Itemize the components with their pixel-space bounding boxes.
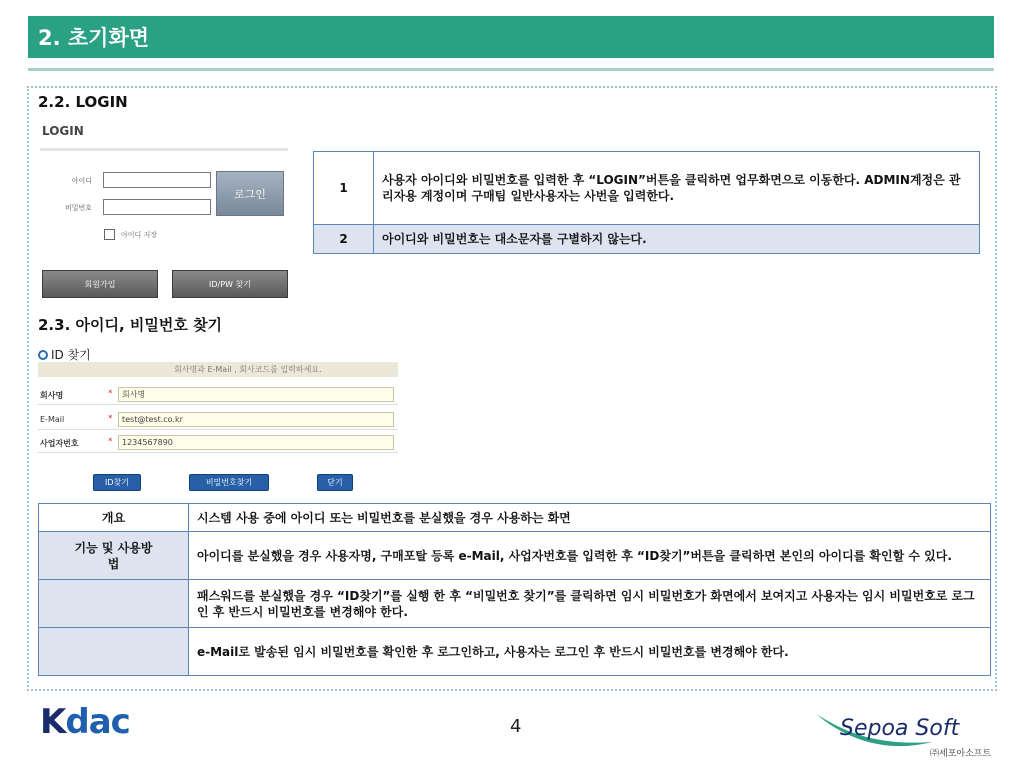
- required-mark: *: [108, 389, 113, 399]
- row-text: 아이디와 비밀번호는 대소문자를 구별하지 않는다.: [374, 225, 980, 254]
- save-id-label: 아이디 저장: [121, 231, 158, 239]
- form-row: [38, 433, 398, 453]
- sepoa-soft-text: Sepoa Soft: [840, 716, 960, 741]
- row-label: [39, 580, 189, 628]
- row-text: 사용자 아이디와 비밀번호를 입력한 후 “LOGIN”버튼을 클릭하면 업무화면으로 이동한다. ADMIN계정은 관리자용 계정이며 구매팀 일반사용자는 사번을 입력한다.: [374, 152, 980, 225]
- kdac-logo: [40, 702, 130, 742]
- email-label: E-Mail: [40, 415, 65, 424]
- business-number-label: 사업자번호: [40, 439, 79, 448]
- password-label: 비밀번호: [64, 204, 92, 212]
- close-button[interactable]: 닫기: [317, 474, 353, 491]
- table-row: [314, 152, 980, 225]
- id-input[interactable]: [103, 172, 211, 188]
- save-id-checkbox[interactable]: [104, 229, 115, 240]
- login-mock-caption: LOGIN: [42, 124, 84, 138]
- find-id-pw-button[interactable]: ID/PW 찾기: [172, 270, 288, 298]
- kdac-logo-k: K: [40, 702, 66, 742]
- required-mark: *: [108, 437, 113, 447]
- table-row: [39, 504, 991, 532]
- row-label: [39, 628, 189, 676]
- company-name-label: 회사명: [40, 391, 64, 400]
- row-text: 시스템 사용 중에 아이디 또는 비밀번호를 분실했을 경우 사용하는 화면: [189, 504, 991, 532]
- id-find-title-text: ID 찾기: [51, 348, 91, 362]
- swoosh-icon: [812, 700, 1002, 760]
- sepoa-soft-subtext: ㈜세포아소프트: [930, 749, 992, 759]
- page-number: 4: [510, 716, 522, 737]
- login-button[interactable]: 로그인: [216, 171, 284, 216]
- row-number: 1: [314, 152, 374, 225]
- join-button[interactable]: 회원가입: [42, 270, 158, 298]
- id-find-hint: 회사명과 E-Mail , 회사코드를 입력하세요.: [38, 362, 398, 377]
- business-number-input[interactable]: 1234567890: [118, 435, 394, 450]
- row-text: e-Mail로 발송된 임시 비밀번호를 확인한 후 로그인하고, 사용자는 로그인 후 반드시 비밀번호를 변경해야 한다.: [189, 628, 991, 676]
- login-section-heading: 2.2. LOGIN: [38, 93, 128, 111]
- table-row: [314, 225, 980, 254]
- table-row: [39, 580, 991, 628]
- section-title: 2. 초기화면: [38, 26, 150, 50]
- required-mark: *: [108, 414, 113, 424]
- title-divider: [28, 68, 994, 71]
- login-info-table: [313, 151, 980, 254]
- row-label: 개요: [39, 504, 189, 532]
- row-text: 패스워드를 분실했을 경우 “ID찾기”를 실행 한 후 “비밀번호 찾기”를 클릭하면 임시 비밀번호가 화면에서 보여지고 사용자는 임시 비밀번호로 로그인 후 반드시 비밀번호를 변경해야 한다.: [189, 580, 991, 628]
- sepoa-soft-logo: [812, 700, 1002, 760]
- login-mock-divider: [40, 148, 288, 151]
- table-row: [39, 628, 991, 676]
- find-section-heading: 2.3. 아이디, 비밀번호 찾기: [38, 316, 223, 334]
- find-id-button[interactable]: ID찾기: [93, 474, 141, 491]
- form-row: [38, 410, 398, 430]
- email-input[interactable]: test@test.co.kr: [118, 412, 394, 427]
- find-password-button[interactable]: 비밀번호찾기: [189, 474, 269, 491]
- row-number: 2: [314, 225, 374, 254]
- company-name-input[interactable]: 회사명: [118, 387, 394, 402]
- row-text: 아이디를 분실했을 경우 사용자명, 구매포탈 등록 e-Mail, 사업자번호를 입력한 후 “ID찾기”버튼을 클릭하면 본인의 아이디를 확인할 수 있다.: [189, 532, 991, 580]
- section-title-bar: [28, 16, 994, 58]
- row-label: 기능 및 사용방법: [39, 532, 189, 580]
- id-find-title: [38, 346, 91, 363]
- id-label: 아이디: [71, 177, 92, 185]
- kdac-logo-dac: dac: [65, 702, 130, 742]
- form-row: [38, 385, 398, 405]
- info-circle-icon: [38, 350, 48, 360]
- table-row: [39, 532, 991, 580]
- find-info-table: [38, 503, 991, 676]
- password-input[interactable]: [103, 199, 211, 215]
